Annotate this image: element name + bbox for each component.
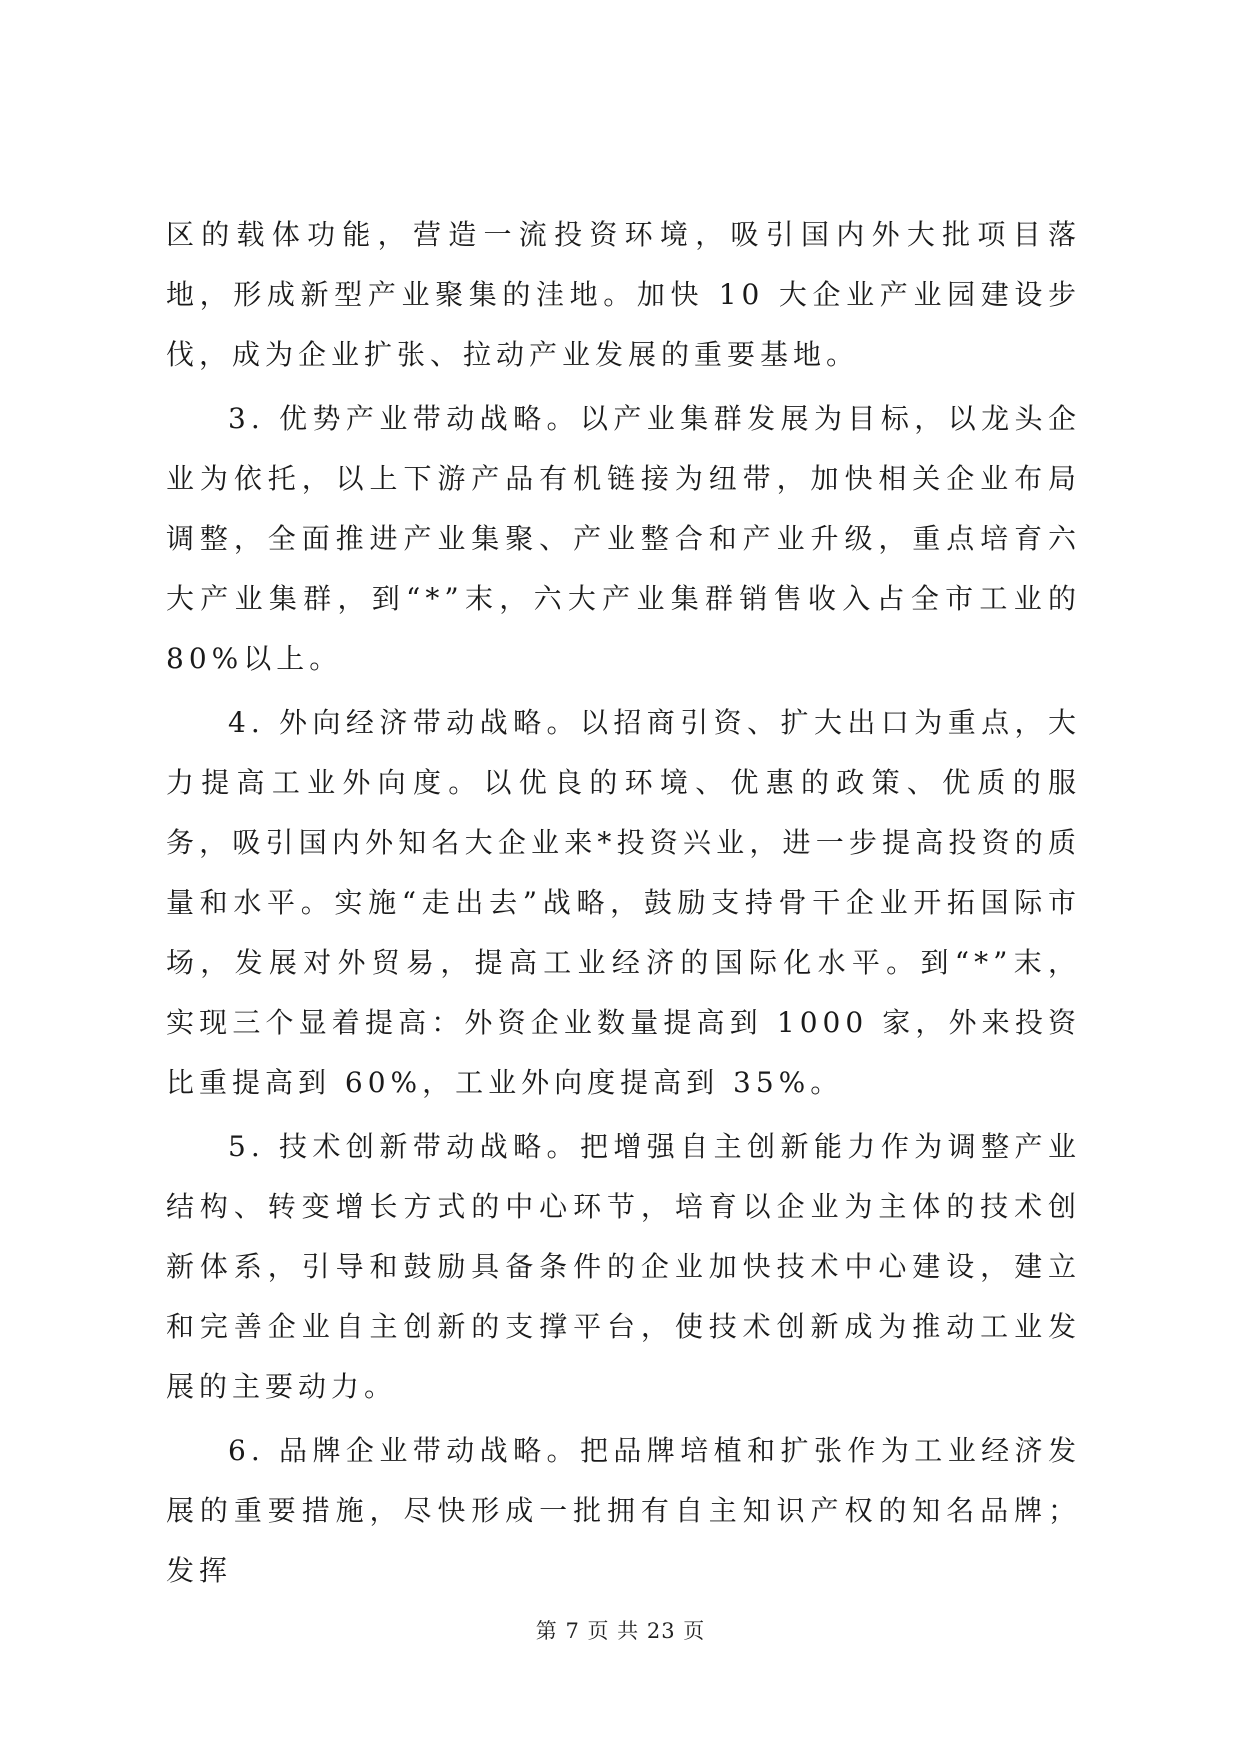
paragraph-strategy-6: 6. 品牌企业带动战略。把品牌培植和扩张作为工业经济发展的重要措施，尽快形成一批拥有自主知识产权的知名品牌；发挥 bbox=[166, 1434, 1081, 1587]
paragraph-continuation: 区的载体功能，营造一流投资环境，吸引国内外大批项目落地，形成新型产业聚集的洼地。加快 10 大企业产业园建设步伐，成为企业扩张、拉动产业发展的重要基地。 bbox=[166, 218, 1081, 371]
document-body bbox=[166, 205, 1081, 1605]
page-number-footer: 第 7 页 共 23 页 bbox=[535, 1619, 706, 1643]
paragraph-strategy-4: 4. 外向经济带动战略。以招商引资、扩大出口为重点，大力提高工业外向度。以优良的环境、优惠的政策、优质的服务，吸引国内外知名大企业来*投资兴业，进一步提高投资的质量和水平。实施“走出去”战略，鼓励支持骨干企业开拓国际市场，发展对外贸易，提高工业经济的国际化水平。到“*”末，实现三个显着提高：外资企业数量提高到 1000 家，外来投资比重提高到 60%，工业外向度提高到 35%。 bbox=[166, 706, 1081, 1099]
paragraph-strategy-3: 3. 优势产业带动战略。以产业集群发展为目标，以龙头企业为依托，以上下游产品有机链接为纽带，加快相关企业布局调整，全面推进产业集聚、产业整合和产业升级，重点培育六大产业集群，到“*”末，六大产业集群销售收入占全市工业的 80%以上。 bbox=[166, 402, 1081, 675]
paragraph-strategy-5: 5. 技术创新带动战略。把增强自主创新能力作为调整产业结构、转变增长方式的中心环节，培育以企业为主体的技术创新体系，引导和鼓励具备条件的企业加快技术中心建设，建立和完善企业自主创新的支撑平台，使技术创新成为推动工业发展的主要动力。 bbox=[166, 1130, 1081, 1403]
